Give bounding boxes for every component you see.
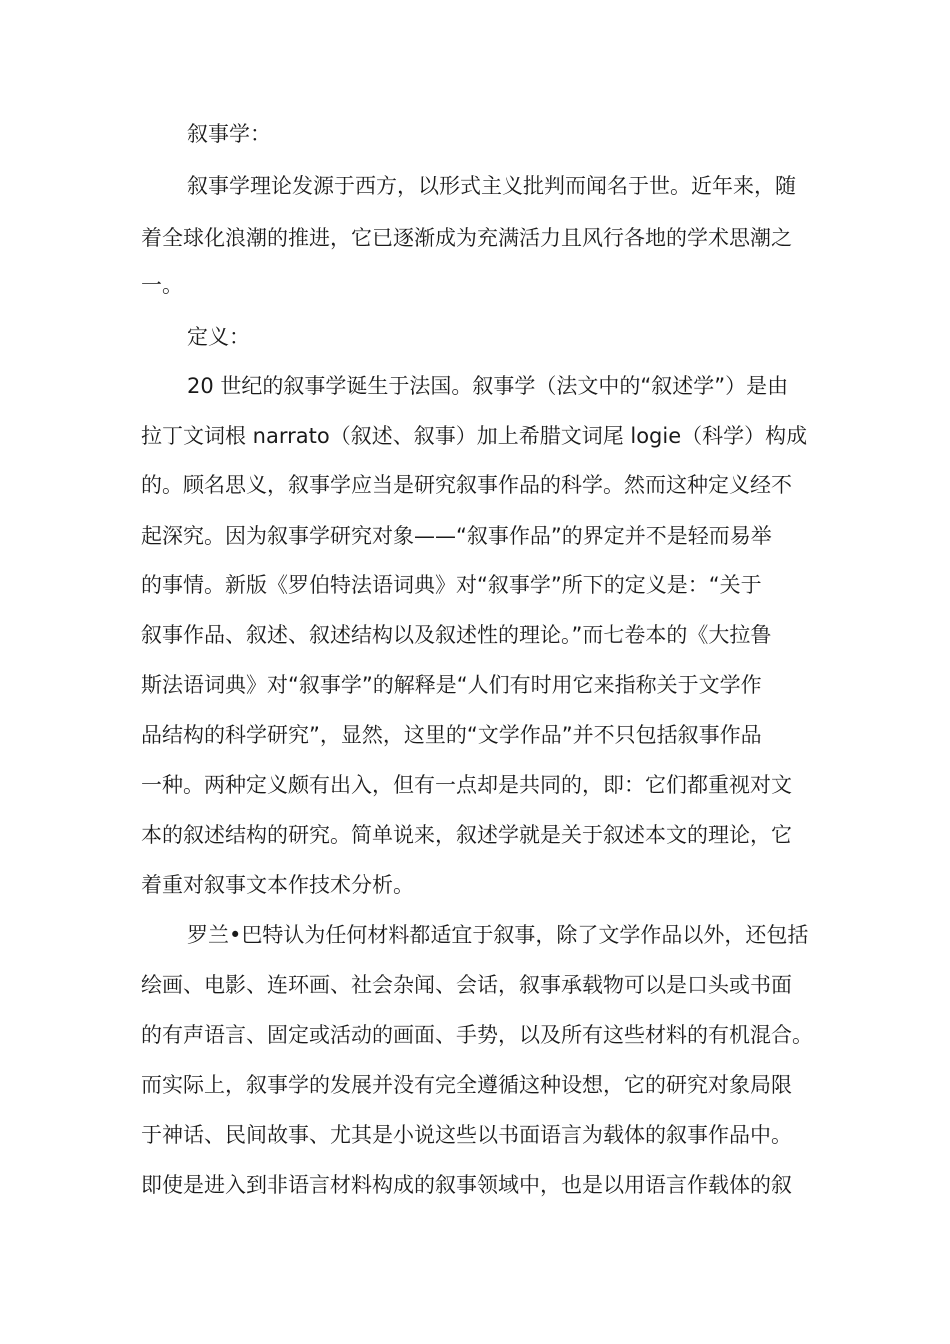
text-line: 一种。两种定义颇有出入，但有一点却是共同的，即：它们都重视对文 [141,773,792,797]
text-line: 20 世纪的叙事学诞生于法国。叙事学（法文中的“叙述学”）是由 [187,374,789,398]
text-line: 品结构的科学研究”，显然，这里的“文学作品”并不只包括叙事作品 [141,723,762,747]
heading-definition: 定义： [187,325,250,349]
text-line: 绘画、电影、连环画、社会杂闻、会话，叙事承载物可以是口头或书面 [141,973,792,997]
text-line: 而实际上，叙事学的发展并没有完全遵循这种设想，它的研究对象局限 [141,1073,792,1097]
text-line: 本的叙述结构的研究。简单说来，叙述学就是关于叙述本文的理论，它 [141,823,792,847]
heading-narratology: 叙事学： [187,122,271,146]
text-line: 拉丁文词根 narrato（叙述、叙事）加上希腊文词尾 logie（科学）构成 [141,424,808,448]
text-line: 叙事作品、叙述、叙述结构以及叙述性的理论。”而七卷本的《大拉鲁 [141,623,772,647]
text-line: 罗兰•巴特认为任何材料都适宜于叙事，除了文学作品以外，还包括 [187,923,809,947]
text-line: 叙事学理论发源于西方，以形式主义批判而闻名于世。近年来，随 [187,174,796,198]
text-line: 的有声语言、固定或活动的画面、手势，以及所有这些材料的有机混合。 [141,1023,813,1047]
text-line: 起深究。因为叙事学研究对象——“叙事作品”的界定并不是轻而易举 [141,524,772,548]
text-line: 的。顾名思义，叙事学应当是研究叙事作品的科学。然而这种定义经不 [141,473,792,497]
text-line: 着重对叙事文本作技术分析。 [141,873,414,897]
text-line: 着全球化浪潮的推进，它已逐渐成为充满活力且风行各地的学术思潮之 [141,226,792,250]
text-line: 斯法语词典》对“叙事学”的解释是“人们有时用它来指称关于文学作 [141,673,762,697]
text-line: 于神话、民间故事、尤其是小说这些以书面语言为载体的叙事作品中。 [141,1123,792,1147]
text-line: 一。 [141,273,183,297]
text-line: 的事情。新版《罗伯特法语词典》对“叙事学”所下的定义是：“关于 [141,573,762,597]
text-line: 即使是进入到非语言材料构成的叙事领域中，也是以用语言作载体的叙 [141,1173,792,1197]
